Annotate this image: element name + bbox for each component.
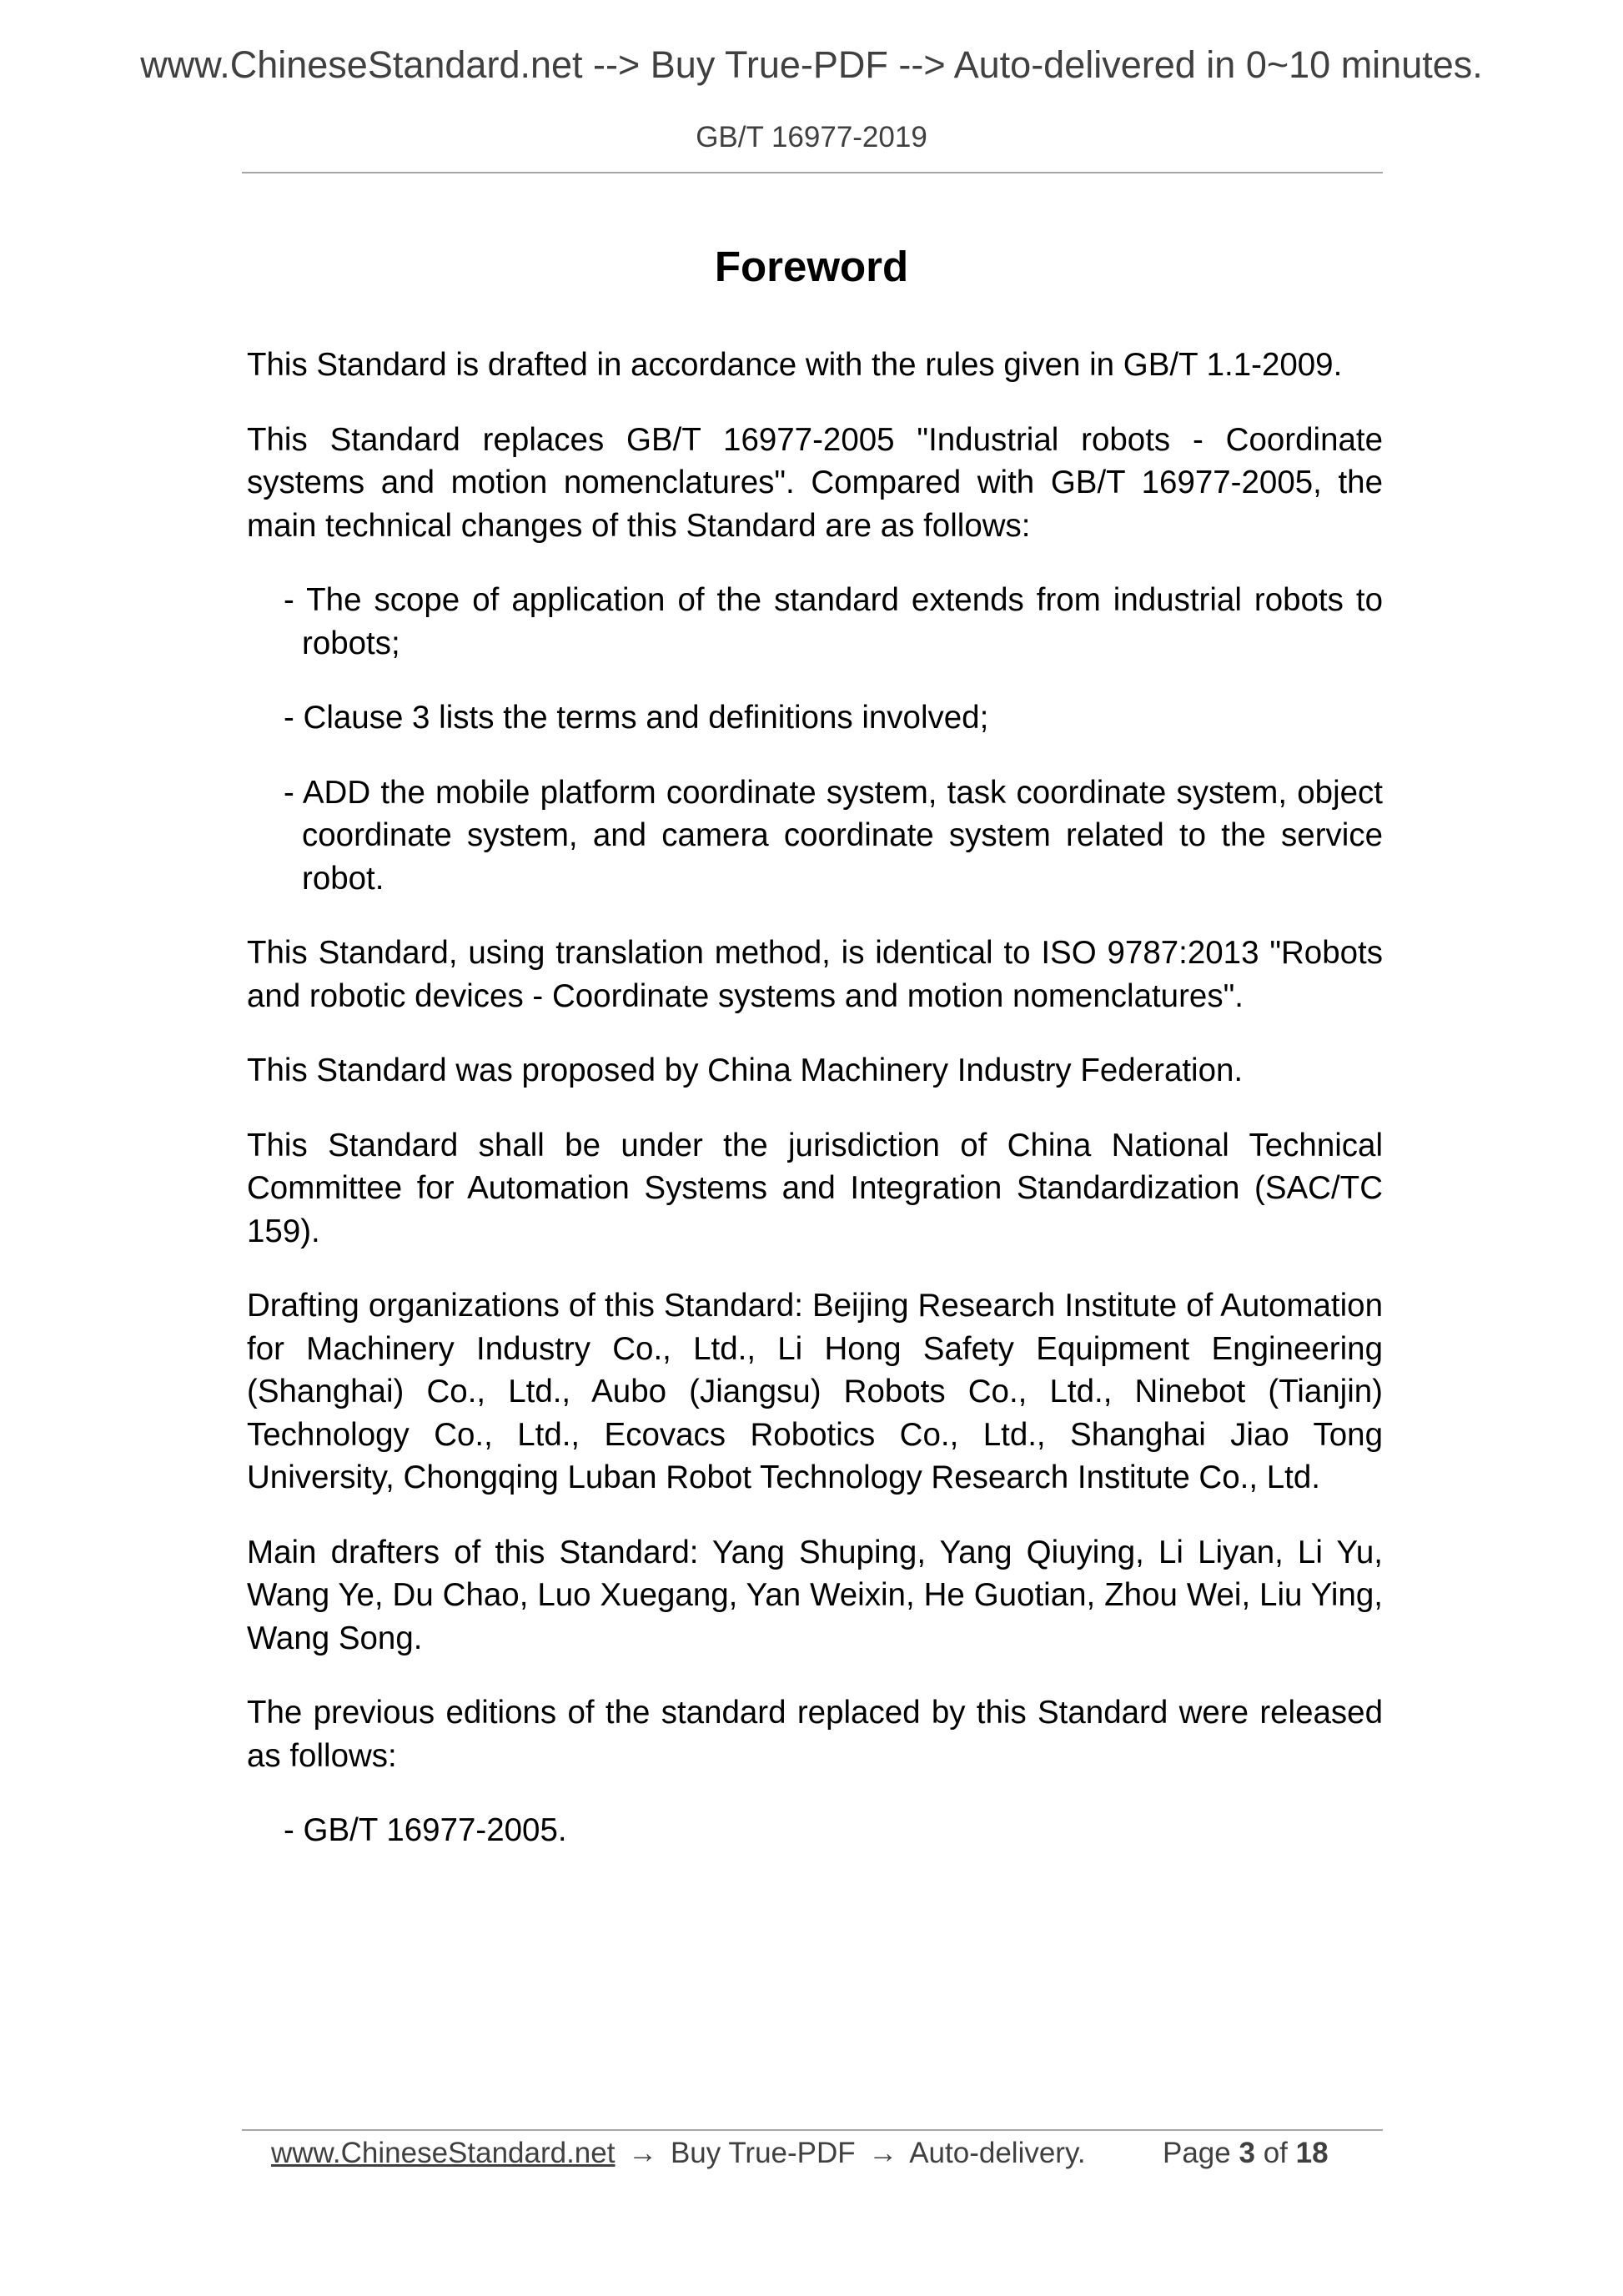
footer-divider — [242, 2129, 1383, 2131]
page-title: Foreword — [714, 243, 909, 290]
top-banner: www.ChineseStandard.net --> Buy True-PDF --> Auto-delivered in 0~10 minutes. — [140, 43, 1483, 86]
paragraph-replaces: This Standard replaces GB/T 16977-2005 "Industrial robots - Coordinate systems and motion nomenclatures". Compared with GB/T 16977-2005, the main technical changes of this Standard are as follows: — [247, 421, 1383, 544]
list-item-change-coordinate-systems: - ADD the mobile platform coordinate system, task coordinate system, object coordinate system, and camera coordinate system related to the service robot. — [284, 774, 1383, 897]
paragraph-drafting-rules: This Standard is drafted in accordance with the rules given in GB/T 1.1-2009. — [247, 347, 1343, 383]
page-word: Page — [1163, 2137, 1231, 2169]
list-item-change-clause3: - Clause 3 lists the terms and definitions involved; — [284, 700, 989, 736]
header-divider — [242, 172, 1383, 173]
list-item-change-scope: - The scope of application of the standard extends from industrial robots to robots; — [284, 582, 1383, 661]
paragraph-drafting-organizations: Drafting organizations of this Standard: Beijing Research Institute of Automation for Machinery Industry Co., Ltd., Li Hong Safety Equipment Engineering (Shanghai) Co., Ltd., Aubo (Jiangsu) Robots Co., Ltd., Ninebot (Tianjin) Technology Co., Ltd., Ecovacs Robotics Co., Ltd., Shanghai Jiao Tong University, Chongqing Luban Robot Technology Research Institute Co., Ltd. — [247, 1288, 1383, 1495]
footer-delivery-text: Auto-delivery. — [909, 2137, 1086, 2169]
page-footer — [271, 2137, 1355, 2183]
paragraph-jurisdiction: This Standard shall be under the jurisdiction of China National Technical Committee for Automation Systems and Integration Standardization (SAC/TC 159). — [247, 1127, 1383, 1249]
paragraph-previous-editions: The previous editions of the standard replaced by this Standard were released as follows: — [247, 1695, 1383, 1774]
right-arrow-icon: → — [628, 2137, 658, 2169]
paragraph-proposed-by: This Standard was proposed by China Machinery Industry Federation. — [247, 1053, 1244, 1088]
footer-site-link[interactable]: www.ChineseStandard.net — [271, 2137, 616, 2169]
page-current: 3 — [1239, 2137, 1255, 2169]
right-arrow-icon: → — [868, 2137, 898, 2169]
footer-buy-text: Buy True-PDF — [670, 2137, 856, 2169]
footer-promo — [271, 2137, 1086, 2170]
header-document-code: GB/T 16977-2019 — [696, 121, 927, 153]
page-number — [1163, 2137, 1329, 2170]
list-item-previous-edition: - GB/T 16977-2005. — [284, 1812, 567, 1848]
foreword-body — [247, 344, 1383, 1884]
page-total: 18 — [1295, 2137, 1329, 2169]
of-word: of — [1263, 2137, 1288, 2169]
paragraph-main-drafters: Main drafters of this Standard: Yang Shuping, Yang Qiuying, Li Liyan, Li Yu, Wang Ye, Du Chao, Luo Xuegang, Yan Weixin, He Guotian, Zhou Wei, Liu Ying, Wang Song. — [247, 1534, 1383, 1656]
paragraph-identical-iso: This Standard, using translation method, is identical to ISO 9787:2013 "Robots and robotic devices - Coordinate systems and motion nomenclatures". — [247, 935, 1383, 1014]
